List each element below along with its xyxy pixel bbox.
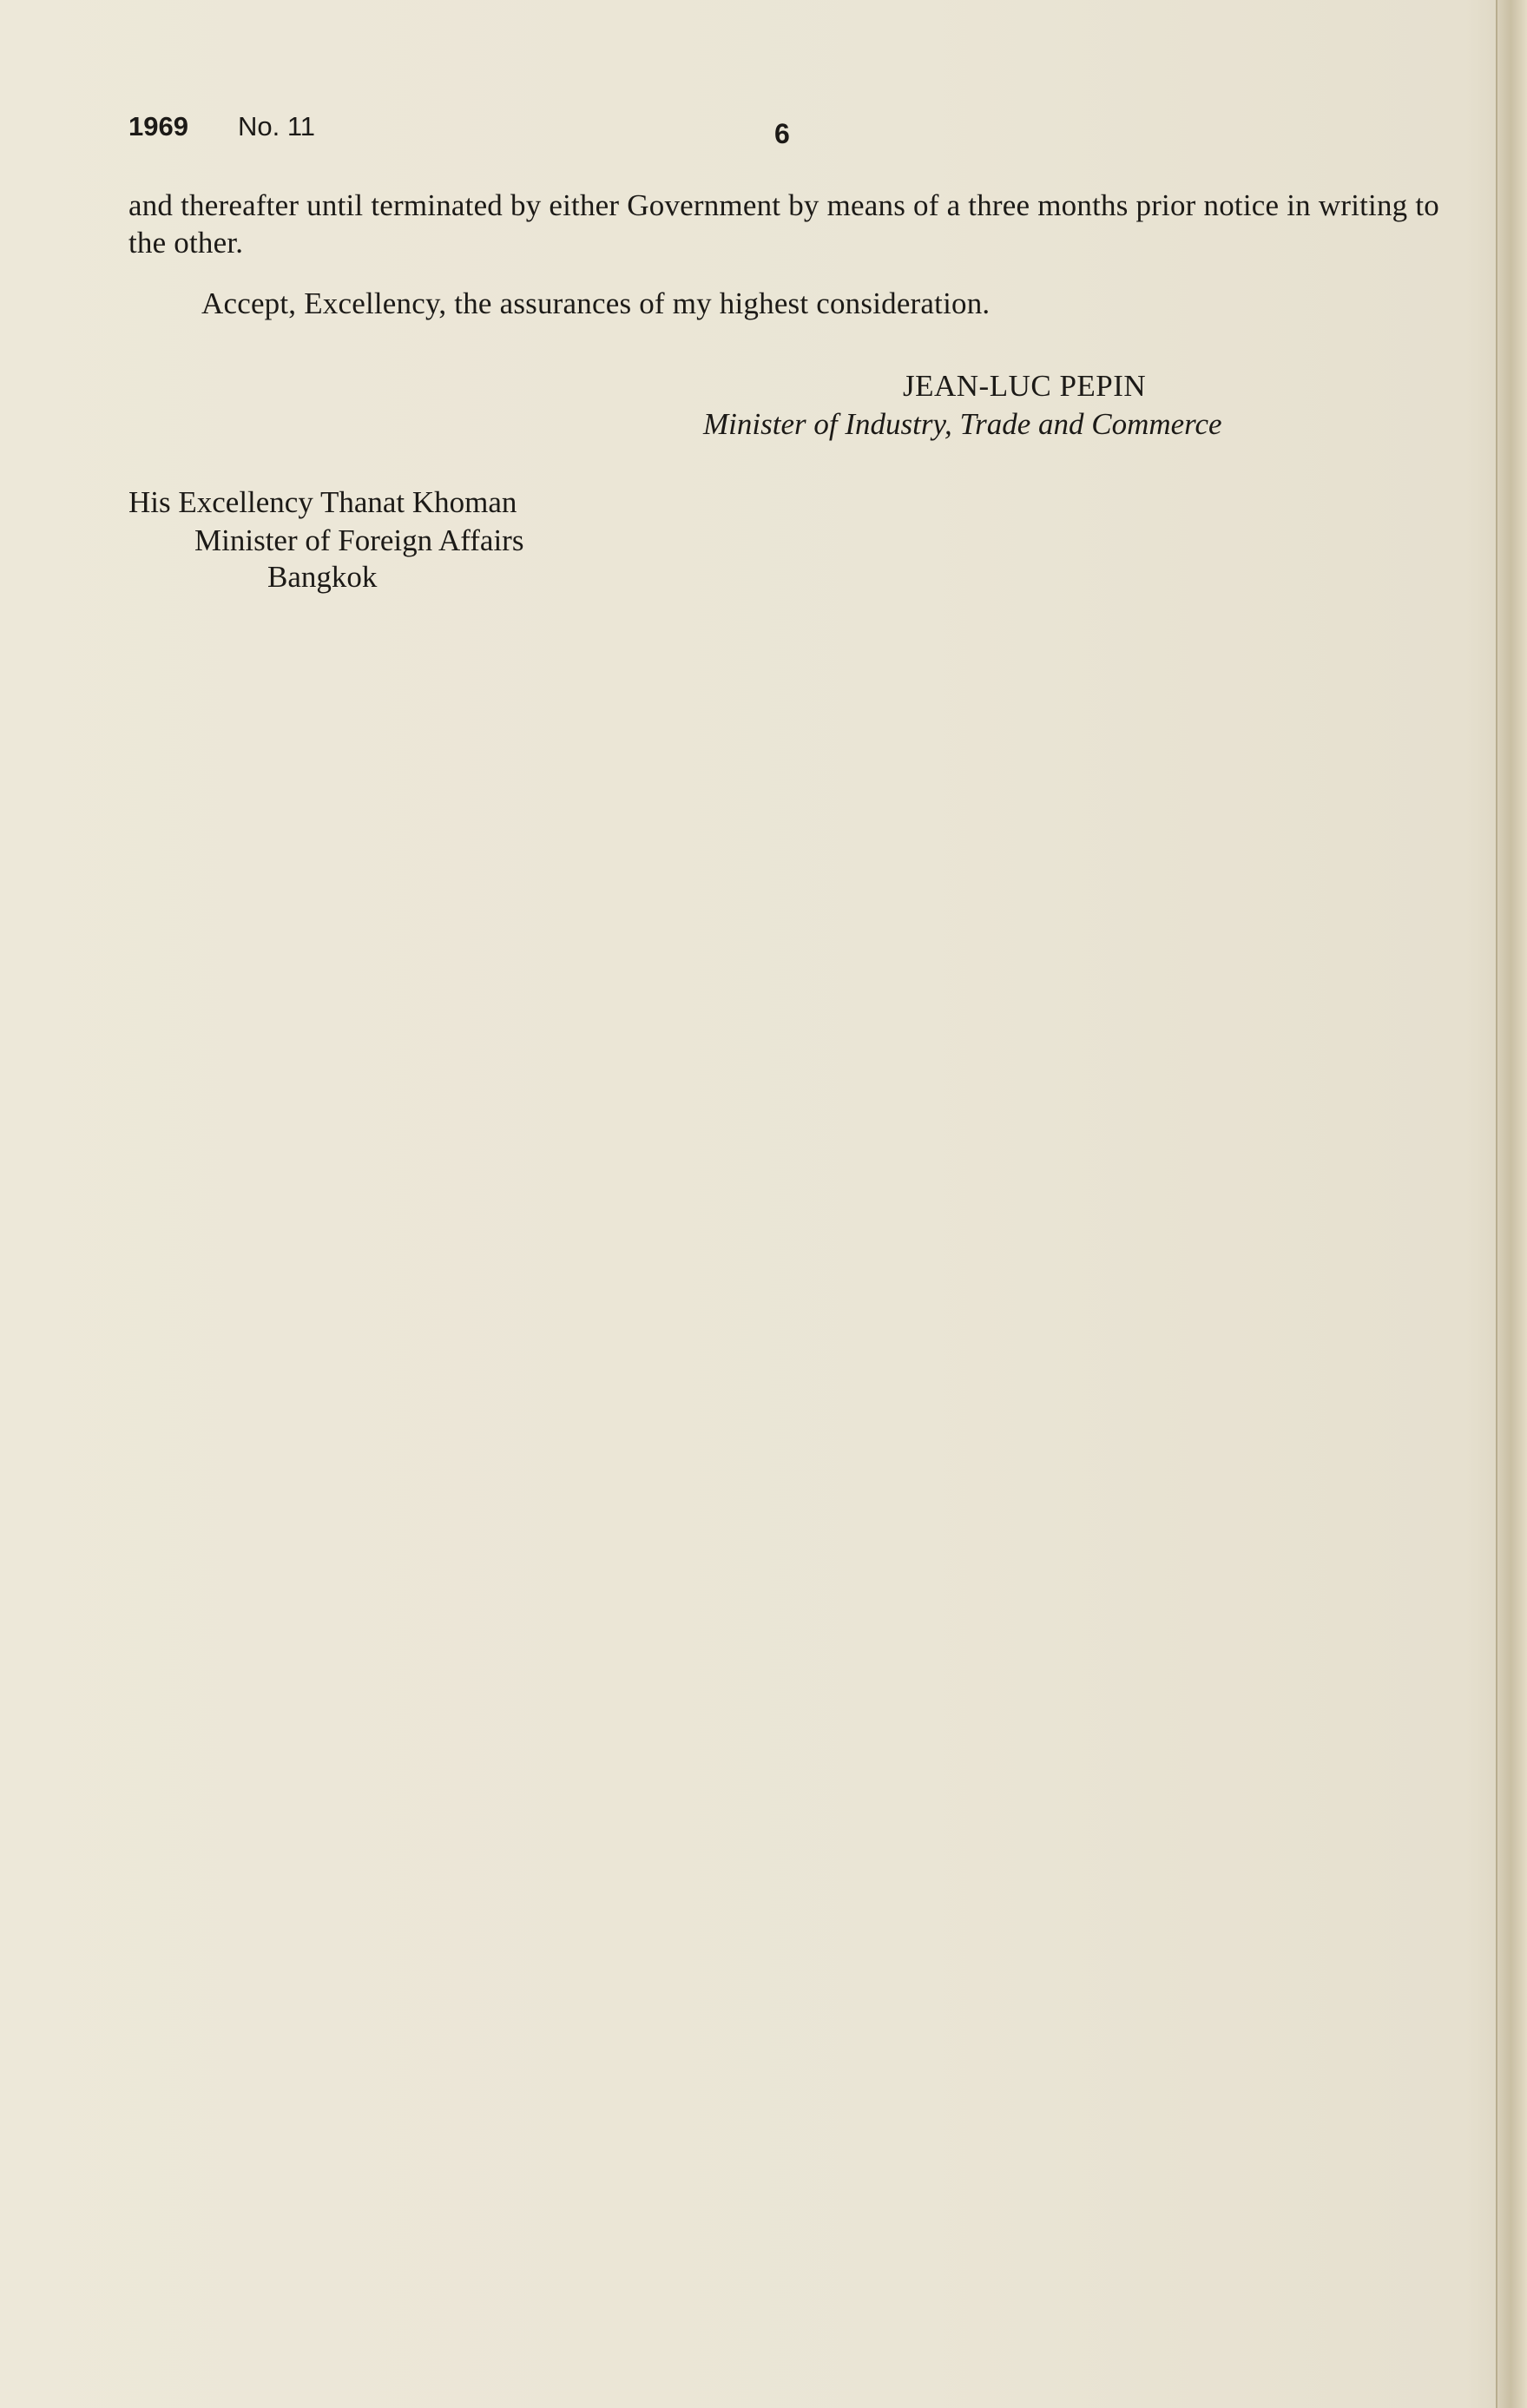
addressee-line-3: Bangkok xyxy=(267,560,378,594)
body-paragraph-1: and thereafter until terminated by either Government by means of a three months prior notice in writing to the other. xyxy=(128,188,1439,260)
addressee-line-2: Minister of Foreign Affairs xyxy=(194,523,524,557)
header-year: 1969 xyxy=(128,111,188,141)
page-header xyxy=(128,111,1431,155)
signatory-name: JEAN-LUC PEPIN xyxy=(903,369,1147,403)
addressee-line-1: His Excellency Thanat Khoman xyxy=(128,485,517,519)
page-number: 6 xyxy=(774,118,790,149)
body-paragraph-2: Accept, Excellency, the assurances of my highest consideration. xyxy=(201,286,991,320)
signatory-title: Minister of Industry, Trade and Commerce xyxy=(703,407,1222,441)
page-edge xyxy=(1496,0,1527,2408)
header-number: No. 11 xyxy=(238,111,316,141)
